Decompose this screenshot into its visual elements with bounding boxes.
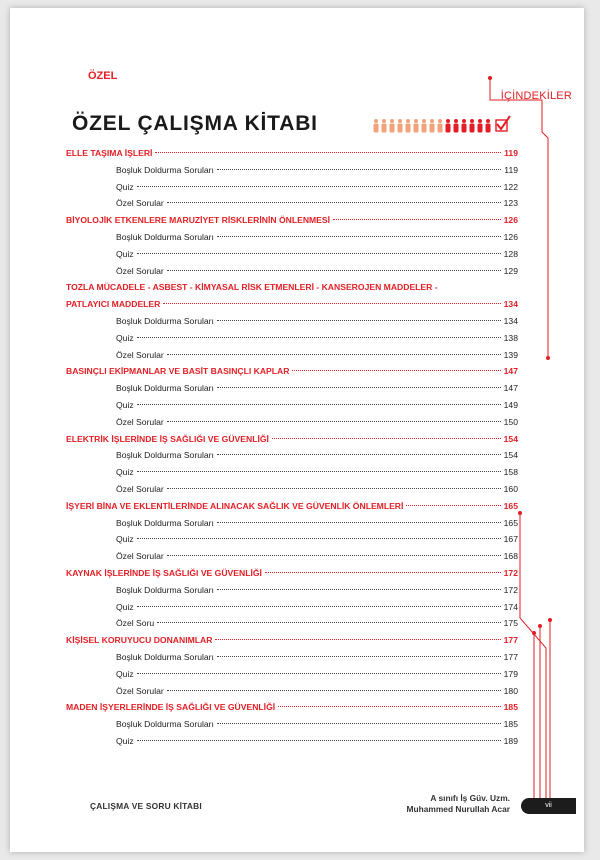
dot-leader (167, 354, 501, 355)
person-icon (454, 119, 459, 133)
toc-entry-label: Quiz (116, 332, 134, 343)
toc-page-number: 177 (503, 651, 518, 662)
toc-chapter[interactable] (66, 565, 518, 582)
toc-subentry[interactable] (66, 531, 518, 548)
toc-subentry[interactable] (66, 666, 518, 683)
toc-entry-label: Boşluk Doldurma Soruları (116, 450, 214, 461)
toc-page-number: 154 (503, 433, 518, 444)
dot-leader (167, 488, 501, 489)
toc-entry-label: BASINÇLI EKİPMANLAR VE BASİT BASINÇLI KAPLAR (66, 366, 290, 377)
footer-author-line1: A sınıfı İş Güv. Uzm. (430, 793, 510, 803)
toc-subentry[interactable] (66, 615, 518, 632)
dot-leader (272, 438, 501, 439)
toc-label: İÇİNDEKİLER (500, 90, 572, 102)
dot-leader (167, 270, 501, 271)
toc-subentry[interactable] (66, 229, 518, 246)
toc-subentry[interactable] (66, 481, 518, 498)
corner-label: ÖZEL (88, 70, 118, 82)
toc-entry-label: BİYOLOJİK ETKENLERE MARUZİYET RİSKLERİNİN ÖNLENMESİ (66, 215, 331, 226)
dot-leader (217, 387, 501, 388)
toc-entry-label: Quiz (116, 534, 134, 545)
toc-page-number: 185 (503, 702, 518, 713)
toc-chapter[interactable] (66, 279, 518, 296)
toc-entry-label: Özel Sorular (116, 349, 164, 360)
toc-entry-label: Özel Sorular (116, 551, 164, 562)
person-icon (406, 119, 411, 133)
toc-subentry[interactable] (66, 464, 518, 481)
toc-subentry[interactable] (66, 716, 518, 733)
toc-entry-label: Quiz (116, 601, 134, 612)
dot-leader (137, 186, 501, 187)
person-icon (478, 119, 483, 133)
toc-subentry[interactable] (66, 380, 518, 397)
toc-page-number: 179 (503, 668, 518, 679)
footer-book-title: ÇALIŞMA VE SORU KİTABI (90, 801, 202, 811)
dot-leader (137, 673, 501, 674)
person-icon (462, 119, 467, 133)
toc-page-number: 165 (503, 517, 518, 528)
dot-leader (333, 219, 501, 220)
footer-author (390, 793, 510, 815)
dot-leader (157, 622, 500, 623)
toc-entry-label: ELEKTRİK İŞLERİNDE İŞ SAĞLIĞI VE GÜVENLİĞİ (66, 433, 269, 444)
document-page (10, 8, 584, 852)
toc-page-number: 165 (503, 500, 518, 511)
dot-leader (167, 690, 501, 691)
dot-leader (265, 572, 501, 573)
toc-entry-label: Boşluk Doldurma Soruları (116, 383, 214, 394)
dot-leader (217, 723, 501, 724)
toc-page-number: 160 (503, 483, 518, 494)
toc-page-number: 174 (503, 601, 518, 612)
dot-leader (217, 589, 501, 590)
toc-entry-label: Boşluk Doldurma Soruları (116, 231, 214, 242)
toc-page-number: 126 (503, 231, 518, 242)
toc-page-number: 128 (503, 248, 518, 259)
toc-page-number: 172 (503, 584, 518, 595)
toc-entry-label: Quiz (116, 668, 134, 679)
toc-entry-label: Quiz (116, 399, 134, 410)
toc-entry-label: PATLAYICI MADDELER (66, 299, 161, 310)
toc-subentry[interactable] (66, 599, 518, 616)
person-icon (374, 119, 379, 133)
person-icon (438, 119, 443, 133)
dot-leader (137, 740, 501, 741)
toc-page-number: 147 (503, 366, 518, 377)
dot-leader (217, 236, 501, 237)
dot-leader (278, 706, 501, 707)
toc-entry-label: Boşluk Doldurma Soruları (116, 719, 214, 730)
toc-entry-label: Boşluk Doldurma Soruları (116, 315, 214, 326)
toc-entry-label: Boşluk Doldurma Soruları (116, 584, 214, 595)
toc-entry-label: Özel Sorular (116, 265, 164, 276)
toc-entry-label: Özel Soru (116, 618, 155, 629)
toc-subentry[interactable] (66, 683, 518, 700)
dot-leader (217, 169, 501, 170)
table-of-contents (66, 145, 518, 750)
person-icon (382, 119, 387, 133)
toc-page-number: 138 (503, 332, 518, 343)
toc-subentry[interactable] (66, 447, 518, 464)
toc-entry-label: Boşluk Doldurma Soruları (116, 164, 214, 175)
toc-entry-label: KİŞİSEL KORUYUCU DONANIMLAR (66, 635, 213, 646)
toc-chapter[interactable] (66, 498, 518, 515)
toc-entry-label: MADEN İŞYERLERİNDE İŞ SAĞLIĞI VE GÜVENLİĞİ (66, 702, 276, 713)
toc-subentry[interactable] (66, 347, 518, 364)
toc-entry-label: TOZLA MÜCADELE - ASBEST - KİMYASAL RİSK ETMENLERİ - KANSEROJEN MADDELER - (66, 282, 438, 293)
toc-subentry[interactable] (66, 548, 518, 565)
toc-page-number: 119 (504, 148, 518, 158)
dot-leader (215, 639, 500, 640)
footer-author-line2: Muhammed Nurullah Acar (406, 804, 510, 814)
checkbox-icon (496, 116, 510, 131)
dot-leader (217, 656, 501, 657)
toc-page-number: 189 (503, 735, 518, 746)
toc-chapter[interactable] (66, 632, 518, 649)
toc-page-number: 129 (503, 265, 518, 276)
toc-page-number: 185 (503, 719, 518, 730)
toc-subentry[interactable] (66, 330, 518, 347)
person-icon (398, 119, 403, 133)
toc-chapter[interactable] (66, 431, 518, 448)
dot-leader (167, 555, 501, 556)
person-icon (430, 119, 435, 133)
toc-chapter[interactable] (66, 145, 518, 162)
dot-leader (406, 505, 500, 506)
toc-chapter[interactable] (66, 296, 518, 313)
dot-leader (137, 404, 501, 405)
toc-page-number: 139 (503, 349, 518, 360)
toc-subentry[interactable] (66, 515, 518, 532)
dot-leader (137, 337, 501, 338)
toc-page-number: 123 (503, 198, 518, 209)
toc-page-number: 147 (503, 383, 518, 394)
toc-page-number: 172 (503, 567, 518, 578)
toc-page-number: 134 (503, 299, 518, 310)
toc-page-number: 167 (503, 534, 518, 545)
page-title: ÖZEL ÇALIŞMA KİTABI (72, 112, 318, 135)
toc-subentry[interactable] (66, 263, 518, 280)
people-graphic (372, 114, 522, 134)
toc-subentry[interactable] (66, 179, 518, 196)
toc-subentry[interactable] (66, 397, 518, 414)
person-icon (470, 119, 475, 133)
toc-entry-label: KAYNAK İŞLERİNDE İŞ SAĞLIĞI VE GÜVENLİĞİ (66, 567, 262, 578)
dot-leader (217, 522, 501, 523)
dot-leader (217, 454, 501, 455)
dot-leader (137, 538, 501, 539)
toc-entry-label: İŞYERİ BİNA VE EKLENTİLERİNDE ALINACAK SAĞLIK VE GÜVENLİK ÖNLEMLERİ (66, 500, 404, 511)
person-icon (486, 119, 491, 133)
toc-page-number: 175 (503, 618, 518, 629)
dot-leader (137, 606, 501, 607)
dot-leader (137, 471, 501, 472)
toc-page-number: 122 (503, 181, 518, 192)
toc-subentry[interactable] (66, 195, 518, 212)
toc-entry-label: Quiz (116, 181, 134, 192)
toc-entry-label: Özel Sorular (116, 483, 164, 494)
toc-chapter[interactable] (66, 699, 518, 716)
person-icon (446, 119, 451, 133)
dot-leader (167, 202, 501, 203)
dot-leader (163, 303, 500, 304)
toc-page-number: 154 (503, 450, 518, 461)
person-icon (422, 119, 427, 133)
dot-leader (155, 152, 501, 153)
toc-entry-label: Özel Sorular (116, 685, 164, 696)
toc-page-number: 119 (504, 164, 518, 175)
toc-entry-label: Quiz (116, 467, 134, 478)
toc-entry-label: Boşluk Doldurma Soruları (116, 651, 214, 662)
dot-leader (217, 320, 501, 321)
toc-page-number: 134 (503, 315, 518, 326)
toc-page-number: 158 (503, 467, 518, 478)
toc-entry-label: ELLE TAŞIMA İŞLERİ (66, 148, 153, 158)
toc-chapter[interactable] (66, 212, 518, 229)
toc-page-number: 180 (503, 685, 518, 696)
toc-entry-label: Özel Sorular (116, 198, 164, 209)
toc-subentry[interactable] (66, 582, 518, 599)
toc-entry-label: Quiz (116, 248, 134, 259)
toc-entry-label: Özel Sorular (116, 416, 164, 427)
toc-page-number: 149 (503, 399, 518, 410)
toc-entry-label: Boşluk Doldurma Soruları (116, 517, 214, 528)
toc-page-number: 150 (503, 416, 518, 427)
toc-chapter[interactable] (66, 363, 518, 380)
person-icon (390, 119, 395, 133)
dot-leader (292, 370, 500, 371)
toc-entry-label: Quiz (116, 735, 134, 746)
toc-subentry[interactable] (66, 313, 518, 330)
toc-page-number: 126 (503, 215, 518, 226)
toc-subentry[interactable] (66, 733, 518, 750)
person-icon (414, 119, 419, 133)
toc-subentry[interactable] (66, 246, 518, 263)
toc-page-number: 177 (503, 635, 518, 646)
toc-subentry[interactable] (66, 649, 518, 666)
toc-page-number: 168 (503, 551, 518, 562)
dot-leader (137, 253, 501, 254)
page-number-tab: vii (521, 798, 576, 814)
toc-subentry[interactable] (66, 414, 518, 431)
dot-leader (167, 421, 501, 422)
toc-subentry[interactable] (66, 162, 518, 179)
